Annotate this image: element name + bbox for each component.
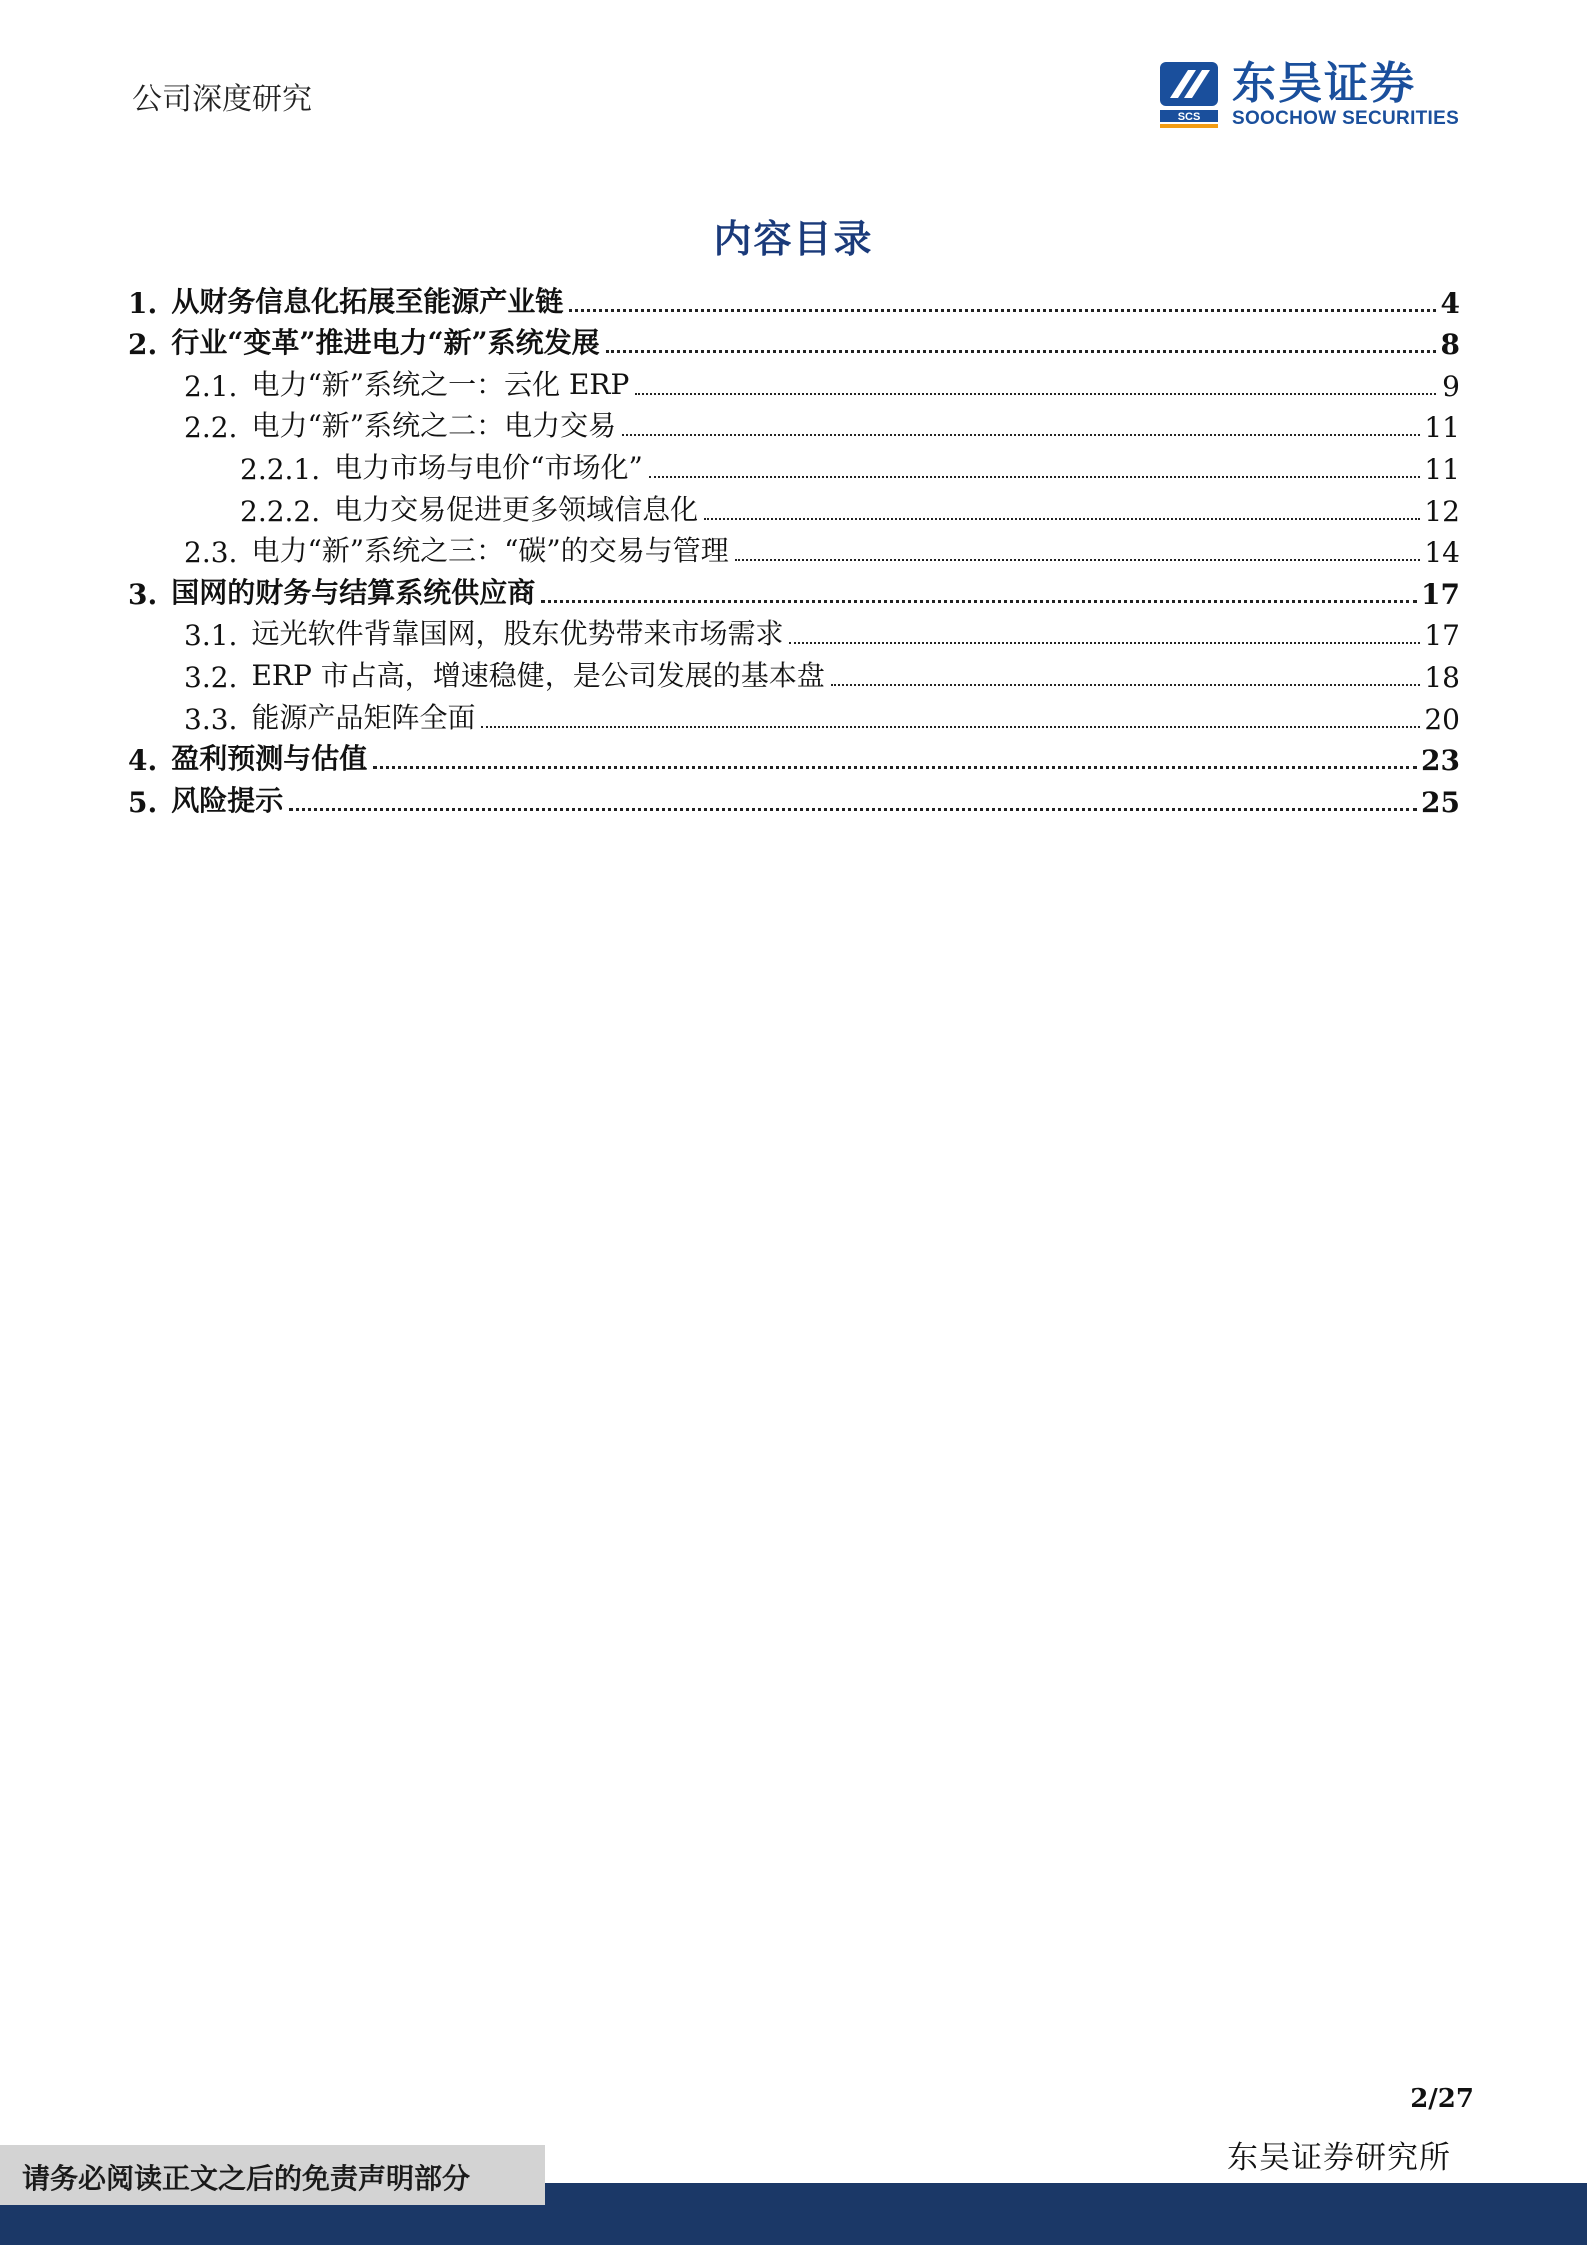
toc-entry-title: 远光软件背靠国网，股东优势带来市场需求 [251, 617, 784, 651]
toc-entry-page: 20 [1424, 702, 1460, 736]
toc-entry-number: 2.1. [184, 369, 238, 403]
toc-entry-page: 25 [1421, 785, 1460, 819]
toc-leader-dots [649, 476, 1421, 478]
table-of-contents [128, 278, 1460, 819]
toc-entry-title: 电力“新”系统之二：电力交易 [251, 409, 617, 443]
toc-entry[interactable] [128, 444, 1460, 486]
company-logo [1158, 60, 1468, 132]
toc-entry[interactable] [128, 278, 1460, 320]
toc-entry-page: 11 [1424, 411, 1460, 445]
toc-entry-title: 电力交易促进更多领域信息化 [334, 492, 699, 526]
toc-entry-page: 17 [1424, 619, 1460, 653]
toc-entry-page: 17 [1421, 577, 1460, 611]
toc-entry-page: 11 [1424, 452, 1460, 486]
toc-entry-number: 3. [128, 577, 158, 611]
toc-entry-number: 2.2. [184, 411, 238, 445]
toc-entry[interactable] [128, 652, 1460, 694]
toc-leader-dots [569, 309, 1436, 312]
page-number: 2/27 [1410, 2084, 1474, 2114]
logo-mark-text: SCS [1177, 111, 1201, 123]
toc-entry-page: 14 [1424, 536, 1460, 570]
toc-entry[interactable] [128, 320, 1460, 362]
toc-entry-page: 18 [1424, 660, 1460, 694]
toc-entry-page: 4 [1440, 286, 1460, 320]
toc-leader-dots [789, 642, 1420, 644]
toc-entry-title: 行业“变革”推进电力“新”系统发展 [171, 326, 600, 360]
toc-leader-dots [606, 350, 1436, 353]
report-type-label: 公司深度研究 [132, 82, 312, 117]
toc-leader-dots [622, 434, 1420, 436]
toc-entry[interactable] [128, 694, 1460, 736]
toc-leader-dots [541, 600, 1417, 603]
toc-leader-dots [373, 766, 1417, 769]
toc-entry-title: 国网的财务与结算系统供应商 [171, 575, 536, 609]
toc-leader-dots [635, 393, 1436, 395]
toc-entry[interactable] [128, 777, 1460, 819]
toc-entry-number: 4. [128, 744, 158, 778]
toc-leader-dots [704, 518, 1420, 520]
toc-leader-dots [481, 726, 1420, 728]
toc-entry-number: 5. [128, 785, 158, 819]
toc-entry-number: 2. [128, 328, 158, 362]
toc-entry-title: 电力“新”系统之三：“碳”的交易与管理 [251, 534, 729, 568]
toc-entry-number: 2.3. [184, 536, 238, 570]
toc-entry-page: 23 [1421, 744, 1460, 778]
toc-entry-title: 从财务信息化拓展至能源产业链 [171, 284, 564, 318]
toc-entry-title: 电力“新”系统之一：云化 ERP [251, 367, 630, 401]
toc-entry-title: 盈利预测与估值 [171, 742, 368, 776]
toc-entry-number: 3.1. [184, 619, 238, 653]
toc-entry-page: 12 [1424, 494, 1460, 528]
toc-entry-title: ERP 市占高，增速稳健，是公司发展的基本盘 [251, 658, 825, 692]
toc-entry-page: 8 [1440, 328, 1460, 362]
footer-organization: 东吴证券研究所 [1227, 2140, 1451, 2176]
toc-entry-number: 2.2.1. [240, 452, 321, 486]
toc-entry-number: 3.2. [184, 660, 238, 694]
toc-entry[interactable] [128, 736, 1460, 778]
toc-entry[interactable] [128, 403, 1460, 445]
toc-entry[interactable] [128, 569, 1460, 611]
toc-entry-number: 1. [128, 286, 158, 320]
soochow-logo-icon [1158, 60, 1220, 128]
toc-entry[interactable] [128, 486, 1460, 528]
toc-leader-dots [289, 808, 1417, 811]
logo-chinese-name: 东吴证券 [1232, 58, 1416, 109]
toc-entry[interactable] [128, 361, 1460, 403]
disclaimer-text: 请务必阅读正文之后的免责声明部分 [22, 2162, 471, 2195]
toc-entry-number: 3.3. [184, 702, 238, 736]
toc-entry[interactable] [128, 528, 1460, 570]
toc-entry[interactable] [128, 611, 1460, 653]
toc-entry-page: 9 [1442, 369, 1460, 403]
toc-title: 内容目录 [713, 216, 874, 261]
toc-entry-title: 风险提示 [171, 783, 284, 817]
toc-leader-dots [735, 559, 1421, 561]
logo-english-name: SOOCHOW SECURITIES [1232, 108, 1460, 129]
toc-leader-dots [831, 684, 1421, 686]
toc-entry-number: 2.2.2. [240, 494, 321, 528]
toc-entry-title: 能源产品矩阵全面 [251, 700, 476, 734]
disclaimer-banner [0, 2145, 545, 2205]
toc-entry-title: 电力市场与电价“市场化” [334, 450, 643, 484]
